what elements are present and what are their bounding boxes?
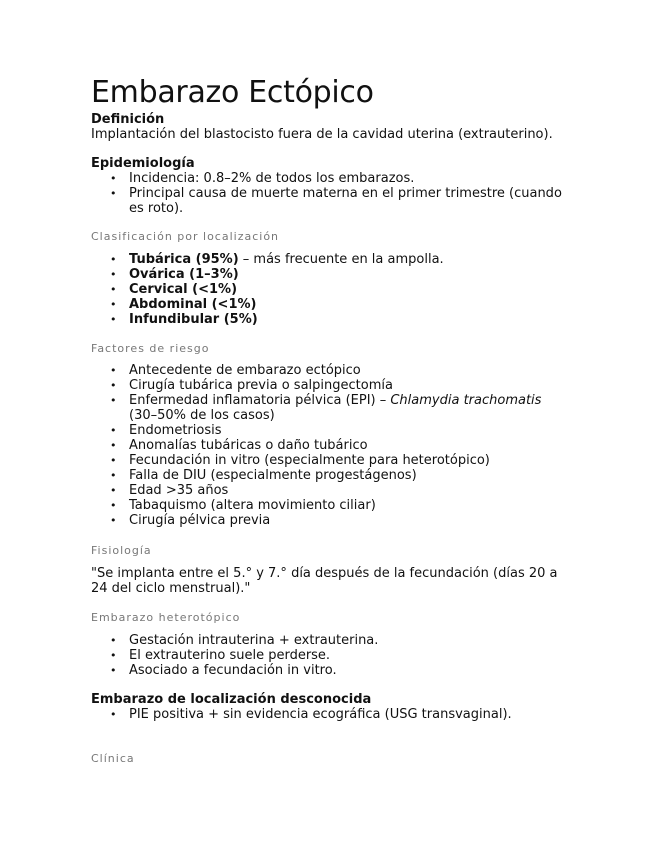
clinica-heading: Clínica — [91, 752, 135, 765]
list-item: • Falla de DIU (especialmente progestágenos) — [129, 468, 571, 483]
epidemiologia-list — [91, 171, 571, 216]
item-bold: Infundibular (5%) — [129, 312, 258, 327]
desconocida-heading: Embarazo de localización desconocida — [91, 692, 372, 707]
item-bold: Ovárica (1–3%) — [129, 267, 239, 282]
list-item: • Tabaquismo (altera movimiento ciliar) — [129, 498, 571, 513]
list-item: • Antecedente de embarazo ectópico — [129, 363, 571, 378]
item-rest: – más frecuente en la ampolla. — [238, 252, 444, 267]
list-item: • Cirugía tubárica previa o salpingectomía — [129, 378, 571, 393]
heterotopico-heading: Embarazo heterotópico — [91, 611, 241, 624]
list-item: • El extrauterino suele perderse. — [129, 648, 571, 663]
item-bold: Tubárica (95%) — [129, 252, 239, 267]
list-item: • Principal causa de muerte materna en el primer trimestre (cuando es roto). — [129, 186, 571, 216]
list-item: • Endometriosis — [129, 423, 571, 438]
epi-organism: Chlamydia trachomatis — [390, 393, 542, 408]
list-item — [129, 282, 571, 297]
list-item — [129, 252, 571, 267]
list-item: • Edad >35 años — [129, 483, 571, 498]
epi-suffix: (30–50% de los casos) — [129, 408, 275, 423]
epidemiologia-heading: Epidemiología — [91, 156, 195, 171]
page-title: Embarazo Ectópico — [91, 75, 374, 110]
document-content — [91, 74, 571, 766]
factores-heading: Factores de riesgo — [91, 342, 210, 355]
list-item: • PIE positiva + sin evidencia ecográfica (USG transvaginal). — [129, 707, 571, 722]
factores-list — [91, 363, 571, 528]
list-item: • Gestación intrauterina + extrauterina. — [129, 633, 571, 648]
list-item: • Anomalías tubáricas o daño tubárico — [129, 438, 571, 453]
epi-prefix: Enfermedad inflamatoria pélvica (EPI) – — [129, 393, 391, 408]
list-item: • Asociado a fecundación in vitro. — [129, 663, 571, 678]
list-item — [129, 267, 571, 282]
list-item — [129, 393, 571, 423]
list-item: • Fecundación in vitro (especialmente para heterotópico) — [129, 453, 571, 468]
clasificacion-list — [91, 252, 571, 327]
heterotopico-list — [91, 633, 571, 678]
clasificacion-heading: Clasificación por localización — [91, 230, 280, 243]
item-bold: Abdominal (<1%) — [129, 297, 257, 312]
definicion-text: Implantación del blastocisto fuera de la cavidad uterina (extrauterino). — [91, 127, 553, 142]
list-item: • Incidencia: 0.8–2% de todos los embarazos. — [129, 171, 571, 186]
list-item: • Cirugía pélvica previa — [129, 513, 571, 528]
desconocida-list — [91, 707, 571, 722]
fisiologia-text: "Se implanta entre el 5.° y 7.° día después de la fecundación (días 20 a 24 del ciclo menstrual)." — [91, 566, 558, 596]
list-item — [129, 297, 571, 312]
list-item — [129, 312, 571, 327]
fisiologia-heading: Fisiología — [91, 544, 152, 557]
item-bold: Cervical (<1%) — [129, 282, 238, 297]
definicion-heading: Definición — [91, 112, 165, 127]
